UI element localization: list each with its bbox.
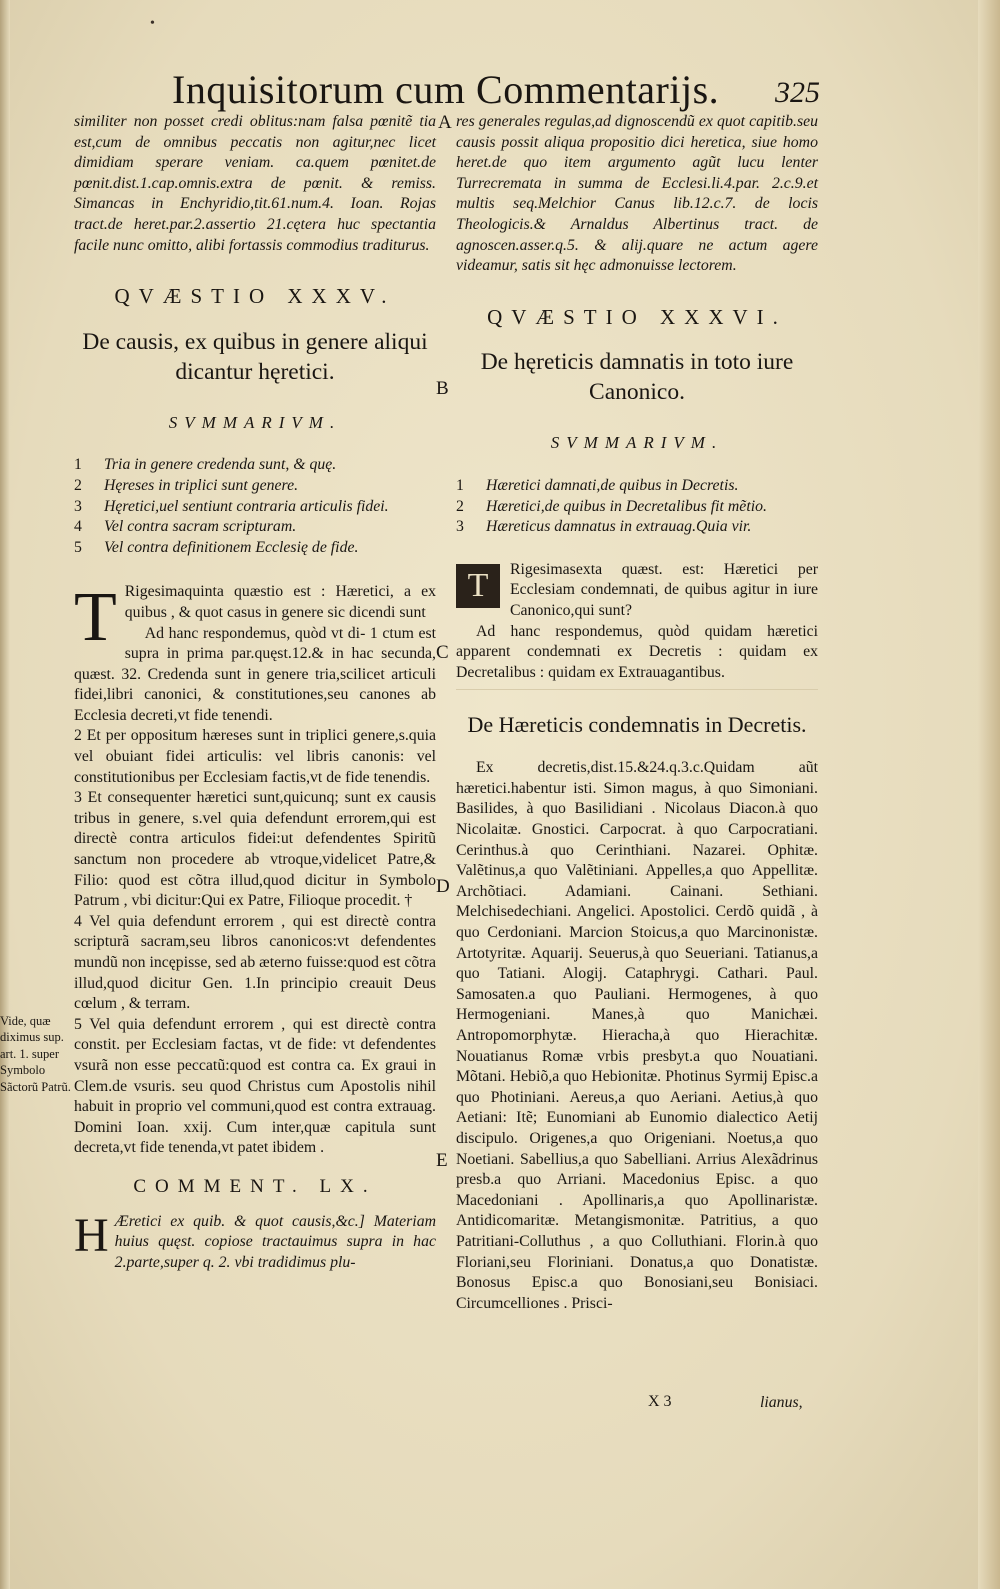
summarium-text: Hæretici damnati,de quibus in Decretis. — [486, 476, 739, 494]
summarium-item — [456, 517, 818, 538]
catchword: lianus, — [760, 1394, 803, 1411]
summarium-item — [74, 538, 436, 559]
summarium-text: Hæretici,de quibus in Decretalibus fit mẽtio. — [486, 497, 767, 515]
summarium-number: 2 — [456, 497, 464, 515]
comment-body — [74, 1208, 436, 1274]
summarium-number: 5 — [74, 538, 82, 556]
running-head: Inquisitorum cum Commentarijs. — [172, 67, 720, 112]
left-body-paragraph: Rigesimaquinta quæstio est : Hæretici, a ex quibus , & quot casus in genere sic dicendi sunt — [124, 583, 436, 621]
summarium-item — [74, 497, 436, 518]
margin-letter: C — [436, 642, 449, 663]
margin-letter: E — [436, 1150, 448, 1171]
summarium-text: Hæreticus damnatus in extrauag.Quia vir. — [486, 518, 752, 536]
page-edge-shadow-left — [0, 0, 10, 1589]
left-body-paragraph: 3 Et consequenter hæretici sunt,quicunq; sunt ex causis tribus in genere, s.vel quia defendunt errorem,qui est directè contra articulos fidei:ut defendentes Spiritũ sanctum non procedere ab vtroque,videlicet Patre,& Filio: quod est cõtra illud,quod dicitur in Symbolo Patrum , vbi dicitur:Qui ex Patre, Filioque procedit. † — [74, 789, 436, 910]
summarium-item — [74, 476, 436, 497]
comment-drop-capital: H — [74, 1208, 109, 1262]
right-body-intro: Rigesimasexta quæst. est: Hæretici per Ecclesiam condemnati, de quibus agitur in iure Canonico,qui sunt? — [510, 560, 818, 619]
right-body — [456, 560, 818, 684]
section-title: De Hæreticis condemnatis in Decretis. — [467, 712, 807, 738]
signature-mark: X 3 — [648, 1393, 672, 1410]
left-body-paragraph: 5 Vel quia defendunt errorem , qui est directè contra constit. per Ecclesiam factas, vt de fide: vt defendentes vsurã non esse peccatũ:quod est contra ca. Ex graui in Clem.de vsuris. seu quod Christus cum Apostolis nihil habuit in proprio vel communi,quod est contra extrauag. Domini Ioan. xxij. Cum inter,quæ capitula sunt decreta,vt fide tenenda,vt patet ibidem . — [74, 1015, 436, 1157]
left-question-heading: QVÆSTIO XXXV. — [114, 284, 396, 309]
section-text: Ex decretis,dist.15.&24.q.3.c.Quidam aũt hæretici.habentur isti. Simon magus, à quo Simoniani. Basilides, à quo Basilidiani . Nicolaus Diacon.à quo Nicolaitæ. Gnostici. Carpocrat. à quo Carpocratiani. Cerinthus.à quo Cerinthiani. Nazarei. Ophitæ. Valẽtinus,a quo Valẽtiniani. Appelles,a quo Appellitæ. Archõtiaci. Adamiani. Cainani. Sethiani. Melchisedechiani. Angelici. Apostolici. Cerdõ quidã , à quo Cerdoniani. Marcion Stoicus,a quo Marcinonistæ. Artotyritæ. Aquarij. Seuerus,à quo Seueriani. Tatianus,a quo Tatiani. Alogij. Cataphrygi. Cathari. Paul. Samosaten.a quo Pauliani. Hermogenes, à quo Hermogeniani. Manes,à quo Manichæi. Antropomorphytæ. Hieracha,à quo Hierachitæ. Nouatianus Romæ vrbis presbyt.a quo Nouatiani. Mõtani. Hebiõ,a quo Hebionitæ. Photinus Syrmij Episc.a quo Photiniani. Aereus,a quo Aeriani. Aetius,à quo Aetiani: Itẽ; Eunomiani ab Eunomio dialectico Aetij discipulo. Origenes,a quo Origeniani. Noetus,a quo Noetiani. Sabellius,a quo Sabelliani. Arrius Alexãdrinus presb.a quo Arriani. Macedonius Episc. a quo Macedoniani . Apollinaris,a quo Apollinaristæ. Antidicomaritæ. Metangismonitæ. Patritius, a quo Patritiani-Colluthus , a quo Colluthiani. Florin.à quo Floriani,seu Floriniani. Donatus,a quo Donatistæ. Bonosus Episc.a quo Bonosiani,seu Bonisiaci. Circumcelliones . Prisci- — [456, 759, 818, 1312]
summarium-item — [456, 476, 818, 497]
right-column — [456, 112, 818, 1314]
left-body-paragraph: Ad hanc respondemus, quòd vt di- 1 ctum est supra in prima par.quęst.12.& in hac secunda, quæst. 32. Credenda sunt in genere tria,scilicet articuli fidei,libri canonici, & constitutiones,seu canones ab Ecclesia decreti,vt fide tenendi. — [74, 624, 436, 724]
left-body-paragraph: 2 Et per oppositum hæreses sunt in triplici genere,s.quia vel obuiant fidei articulis: vel libris canonis: vel constitutionibus per Ecclesiam factis,vt de fide tenendis. — [74, 727, 436, 786]
right-summarium-heading: SVMMARIVM. — [550, 433, 724, 453]
right-question-heading: QVÆSTIO XXXVI. — [487, 304, 787, 329]
left-question-title: De causis, ex quibus in genere aliqui dicantur hęretici. — [82, 328, 428, 385]
summarium-text: Vel contra sacram scripturam. — [104, 518, 297, 536]
right-summarium-list — [456, 476, 818, 538]
page-number: 325 — [775, 76, 820, 109]
summarium-text: Hęreses in triplici sunt genere. — [104, 476, 299, 494]
summarium-text: Hęretici,uel sentiunt contraria articulis fidei. — [104, 497, 389, 515]
summarium-number: 3 — [456, 518, 464, 536]
summarium-item — [74, 517, 436, 538]
right-top-text: res generales regulas,ad dignoscendũ ex quot capitib.seu causis possit aliqua propositio dici heretica, siue homo heret.de quo item argumento agũt lucu lenter Turrecremata in summa de Ecclesi.li.4.par. 2.c.9.et multis seq.Melchior Canus lib.12.c.7. de locis Theologicis.& Arnaldus Albertinus tract. de agnoscen.asser.q.5. & alij.quare ne actum agere videamur, satis sit hęc admonuisse lectorem. — [456, 113, 818, 275]
summarium-number: 1 — [456, 476, 464, 494]
ink-speck: • — [150, 16, 155, 31]
summarium-number: 4 — [74, 518, 82, 536]
comment-heading: COMMENT. LX. — [133, 1175, 377, 1197]
left-summarium-list — [74, 455, 436, 558]
left-column — [74, 112, 436, 1273]
ornamental-drop-capital: T — [456, 564, 500, 608]
left-body — [74, 579, 436, 1159]
drop-capital: T — [74, 579, 117, 657]
margin-letter: D — [436, 876, 450, 897]
summarium-number: 2 — [74, 476, 82, 494]
page-edge-shadow-right — [978, 0, 1000, 1589]
right-question-title: De hęreticis damnatis in toto iure Canonico. — [480, 349, 794, 406]
margin-letter: B — [436, 378, 449, 399]
right-body-answer: Ad hanc respondemus, quòd quidam hæretici apparent condemnati ex Decretis : quidam ex Decretalibus : quidam ex Extrauagantibus. — [456, 622, 818, 681]
comment-text: Æretici ex quib. & quot causis,&c.] Materiam huius quęst. copiose tractauimus supra in hac 2.parte,super q. 2. vbi tradidimus plu- — [114, 1212, 436, 1271]
left-summarium-heading: SVMMARIVM. — [168, 412, 342, 432]
margin-letter: A — [438, 112, 452, 133]
left-body-paragraph: 4 Vel quia defendunt errorem , qui est directè contra scripturã sacram,seu libros canonicos:vt defendentes mundũ non incępisse, sed ab æterno fuisse:quod est cõtra illud,quod dicitur Gen. 1.In principio creauit Deus cœlum , & terram. — [74, 912, 436, 1013]
summarium-text: Tria in genere credenda sunt, & quę. — [104, 456, 337, 474]
summarium-number: 3 — [74, 497, 82, 515]
summarium-item — [74, 455, 436, 476]
left-top-text: similiter non posset credi oblitus:nam falsa pœnitẽ tia est,cum de omnibus peccatis non agitur,nec licet dimidiam sperare veniam. ca.quem pœnitet.de pœnit.dist.1.cap.omnis.extra de pœnit. & remiss. Simancas in Enchyridio,tit.61.num.4. Ioan. Rojas tract.de heret.par.2.assertio 21.cętera huc spectantia facile nunc omitto, alibi fortassis commodius traditurus. — [74, 113, 436, 254]
summarium-number: 1 — [74, 456, 82, 474]
faint-rule — [456, 689, 818, 690]
summarium-item — [456, 497, 818, 518]
margin-note: Vide, quæ diximus sup. art. 1. super Symbolo Sãctorũ Patrũ. — [0, 1014, 71, 1094]
summarium-text: Vel contra definitionem Ecclesię de fide. — [104, 538, 359, 556]
